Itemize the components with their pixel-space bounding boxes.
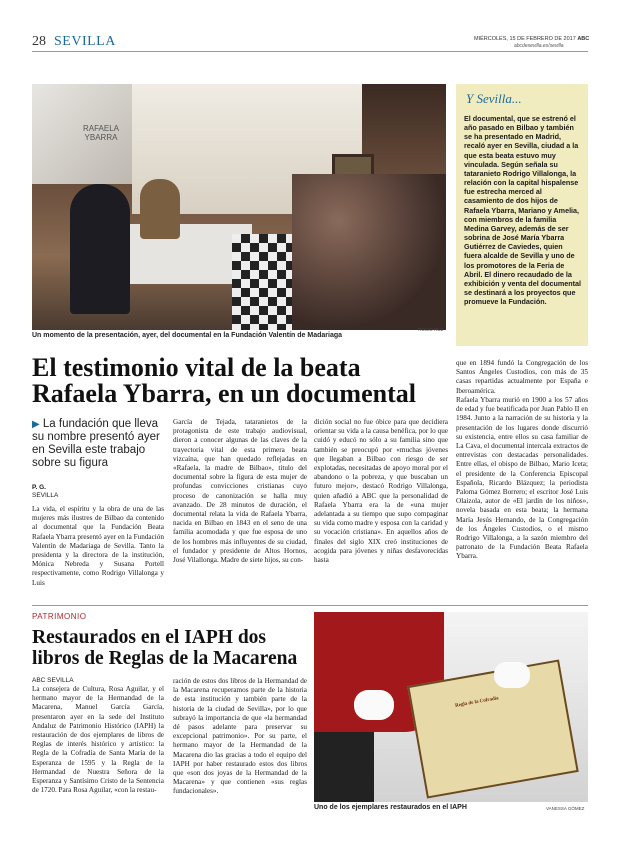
book-photo [314,612,588,802]
photo2-credit: VANESSA GÓMEZ [546,806,585,811]
triangle-icon: ▶ [32,419,40,430]
headline2-line-1: Restaurados en el IAPH dos [32,627,267,648]
article2-headline [32,627,312,669]
article-column-3: dición social no fue óbice para que decidiera orientar su vida a la causa benéfica, por lo que cuidó y educó no sólo a su familia sino que también se preocupó por «muchas jóvenes que llegaban a Bilbao con riesgo de ser explotadas, necesitadas de apoyo moral por el abandono o la pobreza, y que buscaban un futuro mejor», destacó Rodrigo Villalonga, quien añadió a ABC que la personalidad de Rafaela Ybarra era la de «una mujer adelantada a su tiempo que supo compaginar su vida como madre y esposa con la caridad y su vocación cristiana». En aquellos años de finales del siglo XIX creó instituciones de acogida para jóvenes y niñas desfavorecidas hasta [314,418,448,565]
article2-column-1: La consejera de Cultura, Rosa Aguilar, y el hermano mayor de la Hermandad de la Macarena, Manuel García García, presentaron ayer en la sede del Instituto Andaluz de Patrimonio Histórico (IAPH) la restauración de dos ejemplares de libros de Reglas de interés histórico y artístico: la Regla de la Cofradía de Santa María de la Esperanza de 1595 y la Regla de la Hermandad de Nuestra Señora de la Esperanza y Santísimo Cristo de la Sentencia de 1720. Para Rosa Aguilar, «con la restau- [32,685,164,795]
article-column-2: García de Tejada, tataranietos de la protagonista de este trabajo audiovisual, dieron a conocer algunas de las claves de la trayectoria vital de esta primera beata vizcaína, que han quedado reflejadas en «Rafaela, la madre de Bilbao», título del documental sobre la figura de esta mujer de profundas convicciones cristianas cuyo proceso de canonización se halla muy avanzado. De 28 minutos de duración, el documental relata la vida de Rafaela Ybarra, nacida en Bilbao en 1843 en el seno de una familia acomodada y que fue esposa de uno de los hombres más influyentes de su ciudad, el fundador y presidente de Altos Hornos, José Vilallonga. Madre de siete hijos, su con- [173,418,307,565]
issue-date [474,36,589,42]
speaker-table [112,224,252,284]
audience [292,174,446,330]
white-glove [354,690,394,720]
book-title: Regla de la Cofradía [454,696,500,709]
header-rule [32,51,588,52]
headline2-line-2: libros de Reglas de la Macarena [32,648,298,669]
date-text: MIÉRCOLES, 15 DE FEBRERO DE 2017 [474,36,576,42]
article2-byline: ABC SEVILLA [32,677,74,684]
headline-line-2: Rafaela Ybarra, en un documental [32,379,416,408]
speaker-figure [70,184,130,314]
screen-title: RAFAELA YBARRA [82,124,119,142]
sidebar-text: El documental, que se estrenó el año pasado en Bilbao y también se ha presentado en Madrid, recaló ayer en Sevilla, ciudad a la que esta beata estuvo muy vinculada. Según señala su tataranieto Rodrigo Villalonga, la relación con la capital hispalense fue estrecha merced al casamiento de dos hijos de Rafaela Ybarra, Mariano y Amelia, con miembros de la familia Medina Garvey, además de ser sobrina de José María Ybarra Gutiérrez de Caviedes, quien fuera alcalde de Sevilla y uno de los promotores de la Feria de Abril. El dinero recaudado de la exhibición y venta del documental se destinará a los proyectos que promueve la Fundación. [464,114,582,307]
article-deck [32,418,164,470]
presentation-photo [32,84,446,330]
byline-author: P. G. [32,484,46,491]
byline-city: SEVILLA [32,492,59,499]
article2-kicker: PATRIMONIO [32,612,87,621]
sidebar-title: Y Sevilla... [466,91,522,106]
deck-text: La fundación que lleva su nombre presentó ayer en Sevilla este trabajo sobre su figura [32,418,160,469]
article-headline [32,355,462,407]
brand: ABC [577,36,590,42]
headline-line-1: El testimonio vital de la beata [32,353,361,382]
photo-caption: Un momento de la presentación, ayer, del documental en la Fundación Valentín de Madariaga [32,332,343,339]
page-number: 28 [32,34,46,49]
panelist-figure [140,179,180,239]
article-column-4-top: que en 1894 fundó la Congregación de los Santos Ángeles Custodios, con más de 35 casas repartidas actualmente por España e Iberoamérica. [456,359,588,395]
white-glove-2 [494,662,530,688]
photo-credit: ROCÍO RUZ [418,327,444,332]
dark-box [314,732,374,802]
article2-column-2: ración de estos dos libros de la Hermandad de la Macarena recuperamos parte de la historia de esta institución y también parte de la historia de la ciudad de Sevilla», por lo que subrayó la importancia de que «la hermandad dé pasos adelante para preservar su excepcional patrimonio». Por su parte, el hermano mayor de la Hermandad de la Macarena dio las gracias a todo el equipo del IAPH por haber restaurado estos dos libros que «son dos joyas de la Hermandad de la Macarena» y que contienen «sus reglas fundacionales». [173,677,307,796]
section-url: abcdesevilla.es/sevilla [514,43,564,49]
photo2-caption: Uno de los ejemplares restaurados en el IAPH [314,804,467,811]
section-name: SEVILLA [54,34,116,49]
article-column-4: Rafaela Ybarra murió en 1900 a los 57 años de edad y fue beatificada por Juan Pablo II en 1984. Junto a la narración de su historia y la presentación de los lugares donde discurrió su existencia, entre ellos su casa familiar de La Cava, el documental intercala extractos de entrevistas con destacadas personalidades. Entre ellas, el obispo de Bilbao, Mario Iceta; el presidente de la Conferencia Episcopal Española, Ricardo Blázquez; la periodista Paloma Gómez Borrero; el escritor José Luis Olaizola, autor de «El jardín de los niños», novela basada en esta beata; la hermana María Jesús Hernando, de la Congregación de los Ángeles Custodios, o el mismo Rodrigo Villalonga, a la sazón miembro del patronato de la Fundación Beata Rafaela Ybarra. [456,396,588,561]
article-column-1: La vida, el espíritu y la obra de una de las mujeres más ilustres de Bilbao da contenido al documental que la Fundación Beata Rafaela Ybarra presentó ayer en la Fundación Valentín de Madariaga de Sevilla. Tanto la presidenta y la directora de la institución, Mónica Nebreda y Susana Portell respectivamente, como Rodrigo Villalonga y Luis [32,505,164,587]
section-divider [32,605,588,606]
